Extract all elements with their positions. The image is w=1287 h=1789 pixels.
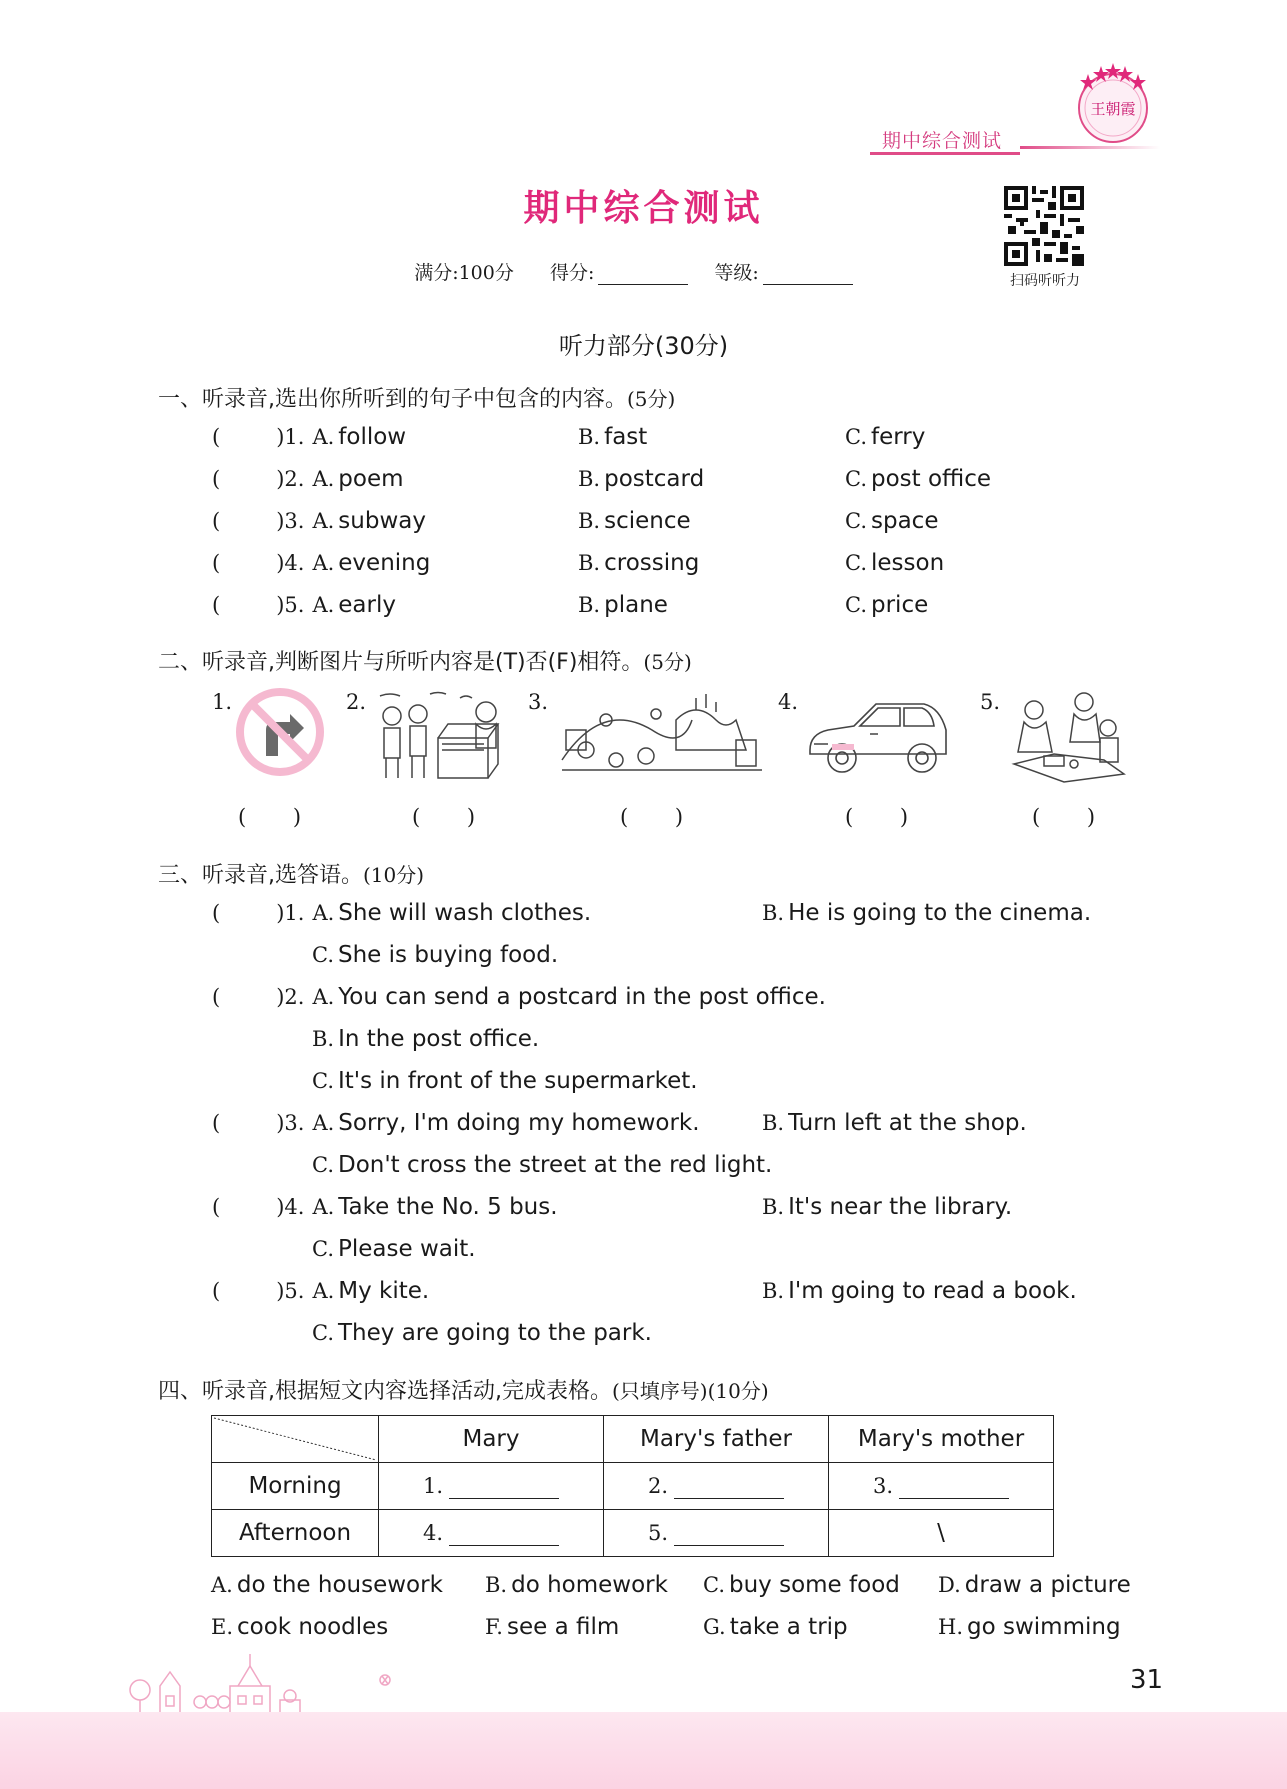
qr-code-icon[interactable] [1004,186,1084,266]
option-c [845,508,938,534]
option-b-label: B. [762,901,785,925]
question-row [212,900,591,926]
question-row [212,1110,700,1136]
part1-heading [158,382,675,413]
option-b-text: It's near the library. [788,1194,1013,1220]
part1-points: (5分) [627,387,676,411]
activity-option [485,1572,668,1598]
activity-option [211,1572,443,1598]
answer-paren[interactable]: ( [212,1195,221,1219]
option-b-text: He is going to the cinema. [788,900,1092,926]
option-c-text: It's in front of the supermarket. [338,1068,698,1094]
page-number: 31 [1130,1665,1164,1695]
option-b-text: plane [604,592,668,618]
part2-points: (5分) [643,650,692,674]
activity-option [211,1614,388,1640]
table-cell[interactable]: 5. [604,1510,829,1557]
column-header: Mary's father [604,1416,829,1463]
activity-option-text: draw a picture [964,1572,1131,1598]
score-blank[interactable] [598,264,688,285]
option-a-text: You can send a postcard in the post office. [338,984,826,1010]
question-row [212,508,426,534]
family-picnic-picture [1004,686,1134,786]
option-b-text: Turn left at the shop. [788,1110,1027,1136]
activity-option-text: do homework [511,1572,668,1598]
option-b-text: science [604,508,691,534]
option-b-label: B. [578,551,601,575]
option-c [845,550,944,576]
question-number: )1. [276,425,305,449]
question-row [212,1278,429,1304]
option-b-label: B. [762,1279,785,1303]
answer-blank[interactable] [674,1523,784,1546]
option-c-label: C. [845,467,867,491]
picture-number: 3. [528,690,549,714]
option-a-label: A. [312,1195,335,1219]
part3-heading-text: 三、听录音,选答语。 [158,863,363,888]
activity-option-text: do the housework [236,1572,443,1598]
children-playing-piano-picture [370,688,510,788]
option-b-label: B. [578,467,601,491]
table-cell[interactable]: 2. [604,1463,829,1510]
option-a-label: A. [312,1279,335,1303]
picture-number: 4. [778,690,799,714]
option-b-text: I'm going to read a book. [788,1278,1077,1304]
activity-option-label: A. [211,1573,233,1597]
option-b-label: B. [762,1111,785,1135]
car-picture [804,694,954,784]
option-a-label: A. [312,467,335,491]
option-a-text: Sorry, I'm doing my homework. [338,1110,700,1136]
footer-band [0,1712,1287,1789]
activity-option-label: F. [485,1615,503,1639]
answer-paren[interactable]: ( [212,509,221,533]
table-cell[interactable]: 4. [379,1510,604,1557]
option-a-text: poem [338,466,404,492]
option-b [578,508,691,534]
option-c-label: C. [845,551,867,575]
full-score: 满分:100分 [414,262,514,284]
option-b-label: B. [578,509,601,533]
option-c-text: Don't cross the street at the red light. [338,1152,773,1178]
option-c-label: C. [845,425,867,449]
question-number: )4. [276,1195,305,1219]
activity-option-label: H. [938,1615,963,1639]
option-a-text: Take the No. 5 bus. [338,1194,558,1220]
question-row [212,424,406,450]
question-number: )3. [276,1111,305,1135]
option-c [312,942,558,968]
question-number: )1. [276,901,305,925]
question-row [212,592,396,618]
option-a-label: A. [312,901,335,925]
question-row [212,466,404,492]
activity-option [938,1572,1131,1598]
option-c [312,1152,772,1178]
activity-option-text: see a film [506,1614,620,1640]
option-b [578,592,668,618]
question-row [212,550,430,576]
option-c-text: She is buying food. [338,942,559,968]
answer-paren[interactable]: ( ) [1032,805,1096,829]
part4-points: (只填序号)(10分) [612,1379,769,1403]
option-b [762,1110,1027,1136]
table-cell[interactable]: 1. [379,1463,604,1510]
option-c [312,1320,652,1346]
option-b [762,1278,1077,1304]
option-b-text: postcard [604,466,705,492]
row-label: Morning [212,1463,379,1510]
answer-paren[interactable]: ( [212,901,221,925]
qr-label: 扫码听听力 [1010,273,1080,289]
diagonal-divider [212,1416,378,1462]
answer-paren[interactable]: ( [212,1279,221,1303]
option-b [578,424,647,450]
amusement-park-picture [556,690,766,786]
answer-paren[interactable]: ( ) [620,805,684,829]
option-a-label: A. [312,509,335,533]
option-a-label: A. [312,551,335,575]
option-c-text: They are going to the park. [338,1320,652,1346]
option-c-label: C. [312,1069,334,1093]
activity-option-label: D. [938,1573,961,1597]
answer-blank[interactable] [899,1476,1009,1499]
question-row [212,1194,558,1220]
option-a-label: A. [312,425,335,449]
page-title: 期中综合测试 [523,188,764,229]
part4-heading [158,1374,769,1405]
no-right-turn-sign-icon [232,684,328,780]
part2-heading [158,645,692,676]
part3-heading [158,858,424,889]
answer-paren[interactable]: ( [212,467,221,491]
option-c-label: C. [312,1153,334,1177]
activity-table [211,1415,1054,1557]
option-c-text: ferry [871,424,926,450]
answer-blank[interactable] [674,1476,784,1499]
option-c-text: Please wait. [338,1236,476,1262]
option-a-text: My kite. [338,1278,430,1304]
table-cell-disabled: \ [829,1510,1054,1557]
option-a-label: A. [312,985,335,1009]
header-tab [870,118,1020,155]
activity-option-label: B. [485,1573,508,1597]
question-row [212,984,826,1010]
part1-heading-text: 一、听录音,选出你所听到的句子中包含的内容。 [158,387,627,412]
answer-blank[interactable] [449,1523,559,1546]
picture-number: 1. [212,690,233,714]
question-number: )5. [276,1279,305,1303]
option-a-text: follow [338,424,407,450]
option-a-text: subway [338,508,426,534]
option-b-label: B. [578,593,601,617]
row-label: Afternoon [212,1510,379,1557]
activity-option-text: cook noodles [237,1614,389,1640]
option-c [312,1068,698,1094]
option-c-label: C. [845,509,867,533]
option-b-label: B. [312,1027,335,1051]
part4-heading-text: 四、听录音,根据短文内容选择活动,完成表格。 [158,1379,612,1404]
option-c [845,424,925,450]
table-header-row [212,1416,1054,1463]
option-c-text: space [871,508,939,534]
answer-blank[interactable] [449,1476,559,1499]
question-number: )2. [276,467,305,491]
option-a-text: She will wash clothes. [338,900,592,926]
activity-option [938,1614,1121,1640]
answer-paren[interactable]: ( ) [845,805,909,829]
header-tab-label: 期中综合测试 [882,130,1003,152]
grade-label: 等级: [714,262,759,284]
option-c-label: C. [312,1321,334,1345]
option-a-label: A. [312,1111,335,1135]
section-title: 听力部分(30分) [558,332,729,360]
score-label: 得分: [549,262,595,284]
activity-option-label: C. [703,1573,725,1597]
option-b [762,900,1091,926]
table-row [212,1463,1054,1510]
option-b-text: crossing [604,550,700,576]
column-header: Mary's mother [829,1416,1054,1463]
activity-option [703,1572,900,1598]
question-number: )3. [276,509,305,533]
table-cell[interactable]: 3. [829,1463,1054,1510]
activity-option-label: G. [703,1615,726,1639]
activity-option-label: E. [211,1615,234,1639]
table-row [212,1510,1054,1557]
answer-paren[interactable]: ( ) [412,805,476,829]
option-c [845,592,928,618]
option-b [578,466,704,492]
activity-option-text: take a trip [729,1614,848,1640]
answer-paren[interactable]: ( [212,425,221,449]
option-a-label: A. [312,593,335,617]
option-c [312,1236,476,1262]
option-b-text: In the post office. [338,1026,540,1052]
option-b [578,550,699,576]
answer-paren[interactable]: ( [212,985,221,1009]
option-b-label: B. [762,1195,785,1219]
answer-paren[interactable]: ( [212,593,221,617]
option-a-text: evening [338,550,431,576]
picture-number: 5. [980,690,1001,714]
option-c-text: post office [871,466,992,492]
option-b-text: fast [604,424,648,450]
picture-number: 2. [346,690,367,714]
answer-paren[interactable]: ( [212,551,221,575]
option-c-text: price [871,592,929,618]
option-b-label: B. [578,425,601,449]
footer-town-decoration [120,1640,420,1720]
option-c-label: C. [845,593,867,617]
question-number: )4. [276,551,305,575]
question-number: )2. [276,985,305,1009]
column-header: Mary [379,1416,604,1463]
option-c-label: C. [312,1237,334,1261]
part2-heading-text: 二、听录音,判断图片与所听内容是(T)否(F)相符。 [158,650,644,675]
answer-paren[interactable]: ( [212,1111,221,1135]
part3-points: (10分) [363,863,425,887]
activity-option [703,1614,848,1640]
activity-option-text: go swimming [967,1614,1121,1640]
activity-option-text: buy some food [729,1572,900,1598]
option-a-text: early [338,592,396,618]
activity-option [485,1614,619,1640]
option-b [762,1194,1012,1220]
option-c-label: C. [312,943,334,967]
option-c-text: lesson [871,550,945,576]
brand-logo [1068,58,1158,148]
option-c [845,466,991,492]
answer-paren[interactable]: ( ) [238,805,302,829]
question-number: )5. [276,593,305,617]
logo-text: 王朝霞 [1090,100,1136,118]
option-b [312,1026,539,1052]
grade-blank[interactable] [763,264,853,285]
table-corner-cell [212,1416,379,1463]
